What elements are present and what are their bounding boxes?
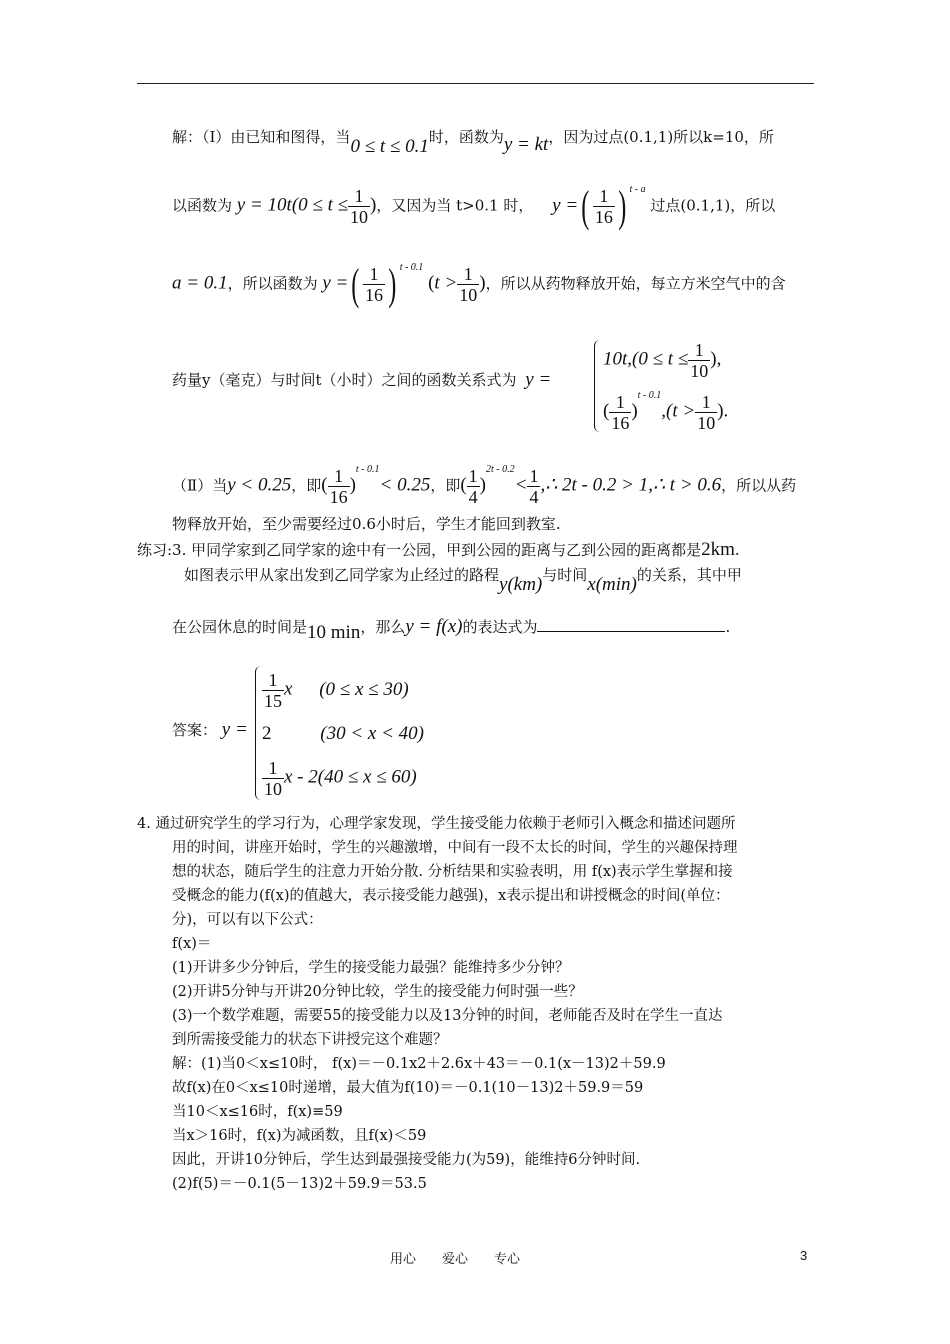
denominator: 10 — [264, 779, 282, 799]
math: y = — [221, 719, 248, 740]
numerator: 1 — [262, 670, 284, 691]
text: （Ⅱ）当 — [172, 476, 228, 495]
fraction — [262, 670, 284, 711]
answer-blank — [537, 617, 725, 632]
q4-line-16: (2)f(5)＝－0.1(5－13)2＋59.9＝53.5 — [172, 1176, 427, 1192]
math-condition: 0 ≤ t ≤ 0.1 — [350, 136, 429, 157]
math: < 0.25 — [379, 474, 431, 496]
text: ，即 — [291, 476, 322, 495]
text: 以函数为 — [172, 196, 233, 215]
text: ，所以从药物释放开始，每立方米空气中的含 — [485, 274, 786, 293]
denominator: 10 — [697, 413, 716, 433]
answer-label: 答案： — [172, 721, 218, 739]
denominator: 4 — [529, 487, 539, 507]
sol-line-3: a = 0.1，所以函数为 y =( $\frac{1}{16}$ ) $^{t - 0.1}$ (t > $\frac{1}{10}$ )，所以从药物释放开始，每立方米空气中的含 — [172, 259, 786, 309]
page-number: 3 — [800, 1248, 808, 1263]
ex3-answer — [172, 720, 248, 740]
case-text: ,(t > — [661, 400, 696, 422]
q4-line-14: 当x＞16时，f(x)为减函数，且f(x)＜59 — [172, 1128, 427, 1144]
q4-line-7: (1)开讲多少分钟后，学生的接受能力最强？能维持多少分钟？ — [172, 960, 570, 976]
text: ，因为过点(0.1,1)所以k=10，所 — [548, 128, 774, 146]
math-function: y = 10t(0 ≤ t ≤ — [236, 194, 349, 216]
sol-line-4: 药量y（毫克）与时间t（小时）之间的函数关系式为 y = — [172, 369, 552, 390]
q4-line-4: 受概念的能力(f(x)的值越大，表示接受能力越强)，x表示提出和讲授概念的时间(单位： — [172, 888, 730, 904]
q4-line-10: 到所需接受能力的状态下讲授完这个难题？ — [172, 1032, 448, 1048]
sol-line-1 — [172, 127, 774, 157]
math: y = f(x) — [405, 616, 463, 637]
ex3-line-3 — [172, 616, 731, 643]
case-end: ), — [710, 348, 722, 370]
math: 2km — [701, 539, 735, 560]
math: y(km) — [499, 574, 543, 595]
text: 时，函数为 — [428, 128, 504, 146]
denominator: 10 — [350, 207, 369, 227]
fraction — [527, 466, 540, 507]
piecewise-case-2: ( $\frac{1}{16}$ )$^{t - 0.1}$,(t > $\frac{1}{10}$ ). — [603, 390, 729, 433]
numerator: 1 — [688, 340, 710, 361]
numerator: 1 — [695, 392, 717, 413]
text: 药量y（毫克）与时间t（小时）之间的函数关系式为 — [172, 371, 517, 389]
fraction — [688, 340, 710, 381]
text: ，所以函数为 — [227, 274, 318, 293]
numerator: 1 — [593, 186, 615, 207]
q4-line-2: 用的时间，讲座开始时，学生的兴趣激增，中间有一段不太长的时间，学生的兴趣保持理 — [172, 840, 738, 856]
text: ，即 — [430, 476, 461, 495]
denominator: 4 — [468, 487, 478, 507]
case-condition: (0 ≤ x ≤ 30) — [319, 678, 409, 700]
math: 2 — [262, 723, 272, 744]
denominator: 15 — [264, 691, 282, 711]
brace-piecewise-1 — [594, 340, 603, 432]
text: 解：（Ⅰ）由已知和图得，当 — [172, 128, 351, 146]
math-function: y = kt — [503, 134, 549, 155]
fraction — [262, 758, 284, 799]
exponent: t - a — [629, 184, 646, 195]
math: x(min) — [587, 574, 637, 595]
sol-line-5: （Ⅱ）当y < 0.25，即( $\frac{1}{16}$ )$^{t - 0.1}$< 0.25，即( $\frac{1}{4}$ )$^{2t - 0.2}$< $\frac{1}{4}$ ,∴ 2t - 0.2 > 1,∴ t > 0.6，所以从药 — [172, 464, 797, 507]
denominator: 10 — [690, 361, 709, 381]
text: ，所以从药 — [721, 476, 797, 495]
case-condition: (30 < x < 40) — [320, 723, 425, 744]
exponent: t - 0.1 — [399, 262, 424, 273]
q4-line-3: 想的状态，随后学生的注意力开始分散. 分析结果和实验表明，用 f(x)表示学生掌握和接 — [172, 864, 733, 880]
text: . — [725, 618, 731, 636]
denominator: 16 — [611, 413, 630, 433]
answer-case-3 — [262, 758, 417, 799]
numerator: 1 — [529, 466, 539, 486]
q4-line-1: 4. 通过研究学生的学习行为，心理学家发现，学生接受能力依赖于老师引入概念和描述问题所 — [137, 816, 736, 832]
case-end: ). — [717, 400, 729, 422]
numerator: 1 — [468, 466, 478, 486]
math: y < 0.25 — [227, 474, 292, 496]
numerator: 1 — [457, 264, 479, 285]
q4-line-12: 故f(x)在0＜x≤10时递增，最大值为f(10)＝－0.1(10－13)2＋59.9＝59 — [172, 1080, 644, 1096]
ex3-line-2 — [184, 565, 742, 595]
answer-case-2 — [262, 724, 424, 744]
numerator: 1 — [609, 392, 631, 413]
math-a: a = 0.1 — [172, 272, 228, 294]
numerator: 1 — [262, 758, 284, 779]
answer-case-1 — [262, 670, 409, 711]
q4-line-15: 因此，开讲10分钟后，学生达到最强接受能力(为59)，能维持6分钟时间. — [172, 1152, 641, 1168]
footer-motto: 用心 爱心 专心 — [390, 1252, 521, 1267]
fraction — [609, 392, 631, 433]
denominator: 16 — [594, 207, 613, 227]
case-text: 10t,(0 ≤ t ≤ — [603, 348, 689, 370]
text: 与时间 — [542, 566, 588, 584]
piecewise-case-1 — [603, 340, 721, 381]
ex3-line-1 — [137, 540, 740, 560]
text: 在公园休息的时间是 — [172, 618, 308, 636]
text: 的关系，其中甲 — [636, 566, 742, 584]
math: 10 min — [307, 622, 361, 643]
denominator: 10 — [459, 285, 478, 305]
q4-line-5: 分)，可以有以下公式： — [172, 912, 323, 928]
text: ，那么 — [360, 618, 406, 636]
fraction — [328, 466, 350, 507]
q4-line-6: f(x)＝ — [172, 936, 212, 952]
denominator: 16 — [329, 487, 348, 507]
numerator: 1 — [328, 466, 350, 487]
sol-line-2: 以函数为 y = 10t(0 ≤ t ≤ $\frac{1}{10}$ )，又因为当 t>0.1 时， y =( $\frac{1}{16}$ ) $^{t - a}$ 过点(0.1,1)，所以 — [172, 181, 776, 231]
fraction — [593, 186, 615, 227]
q4-line-9: (3)一个数学难题，需要55的接受能力以及13分钟的时间，老师能否及时在学生一直达 — [172, 1008, 723, 1024]
text: 如图表示甲从家出发到乙同学家为止经过的路程 — [184, 566, 500, 584]
fraction — [457, 264, 479, 305]
fraction — [363, 264, 385, 305]
math: x - 2(40 ≤ x ≤ 60) — [284, 766, 417, 788]
fraction — [348, 186, 370, 227]
denominator: 16 — [365, 285, 384, 305]
math: ,∴ 2t - 0.2 > 1,∴ t > 0.6 — [540, 474, 722, 496]
text: 过点(0.1,1)，所以 — [650, 196, 776, 215]
numerator: 1 — [363, 264, 385, 285]
fraction — [467, 466, 480, 507]
sol-line-6: 物释放开始，至少需要经过0.6小时后，学生才能回到教室. — [172, 515, 561, 533]
q4-line-11: 解：(1)当0＜x≤10时， f(x)＝－0.1x2＋2.6x＋43＝－0.1(x－13)2＋59.9 — [172, 1056, 666, 1072]
exponent: 2t - 0.2 — [486, 464, 515, 475]
q4-line-13: 当10＜x≤16时，f(x)≡59 — [172, 1104, 343, 1120]
numerator: 1 — [348, 186, 370, 207]
text: ，又因为当 t>0.1 时， — [376, 196, 534, 215]
exponent: t - 0.1 — [637, 390, 662, 401]
header-rule — [137, 83, 814, 84]
text: . — [734, 541, 740, 559]
fraction — [695, 392, 717, 433]
q4-line-8: (2)开讲5分钟与开讲20分钟比较，学生的接受能力何时强一些？ — [172, 984, 583, 1000]
math: x — [284, 678, 293, 700]
text: 的表达式为 — [462, 618, 538, 636]
exponent: t - 0.1 — [355, 464, 380, 475]
text: 练习:3. 甲同学家到乙同学家的途中有一公园，甲到公园的距离与乙到公园的距离都是 — [137, 541, 702, 559]
